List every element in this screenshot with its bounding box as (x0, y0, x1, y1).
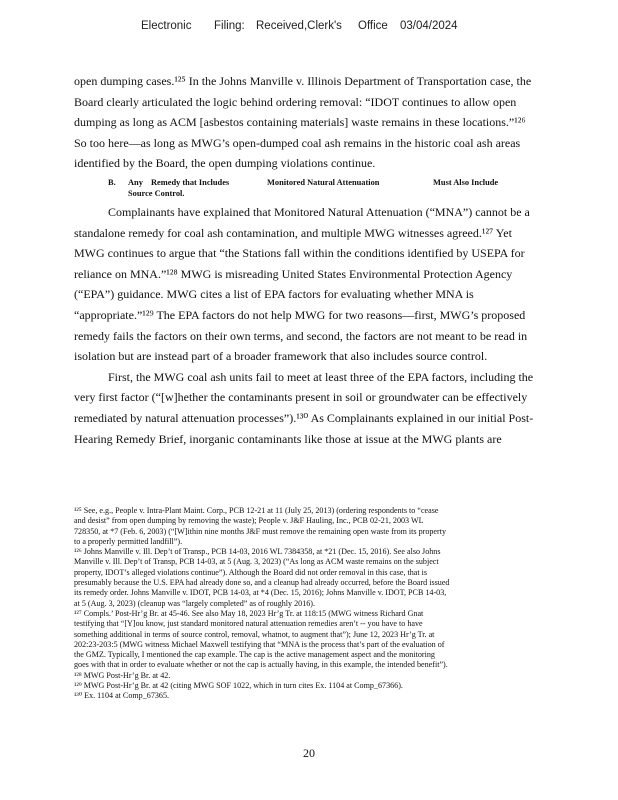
heading-must: Must Also Include (433, 177, 499, 187)
footnote-line: ¹²⁵ See, e.g., People v. Intra-Plant Maint. Corp., PCB 12-21 at 11 (July 25, 2013) (ordering respondents to “cease (74, 506, 439, 515)
footnote-line: ¹²⁹ MWG Post-Hr’g Br. at 42 (citing MWG SOF 1022, which in turn cites Ex. 1104 at Comp_67366). (74, 681, 403, 691)
heading-any: Any (128, 177, 143, 187)
heading-letter: B. (108, 177, 116, 187)
footnote-line: something additional in terms of source control, removal, whatnot, to augment that”); June 12, 2023 Hr’g Tr. at (74, 629, 435, 639)
footnote-line: ¹³⁰ Ex. 1104 at Comp_67365. (74, 691, 170, 701)
body-line: Complainants have explained that Monitored Natural Attenuation (“MNA”) cannot be a (108, 204, 530, 219)
footnote-line: ¹²⁸ MWG Post-Hr’g Br. at 42. (74, 670, 171, 680)
body-line: MWG continues to argue that “the Stations fall within the conditions identified by USEPA for (74, 246, 525, 261)
body-line: (“EPA”) guidance. MWG cites a list of EPA factors for evaluating whether MNA is (74, 287, 474, 302)
body-line: remedy fails the factors on their own terms, and second, the factors are not meant to be read in (74, 328, 528, 343)
footnote-line: testifying that “[Y]ou know, just standard monitored natural attenuation remedies aren’t -- you have to have (74, 619, 423, 629)
footnote-line: the GMZ. Typically, I mentioned the cap example. The cap is the active management aspect and the monitoring (74, 650, 435, 660)
body-line: very first factor (“[w]hether the contaminants present in soil or groundwater can be effectively (74, 390, 528, 405)
body-line: remediated by natural attenuation processes”).¹³⁰ As Complainants explained in our initial Post- (74, 410, 534, 425)
body-line: So too here—as long as MWG’s open-dumped coal ash remains in the historic coal ash areas (74, 135, 521, 150)
body-line: open dumping cases.¹²⁵ In the Johns Manville v. Illinois Department of Transportation case, the (74, 74, 532, 88)
body-text (74, 71, 588, 449)
body-line: reliance on MNA.”¹²⁸ MWG is misreading United States Environmental Protection Agency (74, 266, 513, 281)
footnote-line: goes with that in order to evaluate whether or not the cap is actually having, in this example, the intended benefit”). (74, 660, 448, 670)
header-date: 03/04/2024 (400, 20, 458, 32)
heading-monitored: Monitored Natural Attenuation (267, 177, 380, 187)
header-office: Office (358, 20, 388, 32)
body-line: Hearing Remedy Brief, inorganic contaminants like those at issue at the MWG plants are (74, 431, 502, 446)
heading-remedy: Remedy that Includes (151, 177, 230, 187)
header-received-clerks: Received,Clerk's (256, 20, 342, 32)
footnote-line: presumably because the U.S. EPA had already done so, and a cleanup had already occurred, before the Board issued (74, 578, 450, 588)
footnote-line: 202:23-203:5 (MWG witness Michael Maxwell testifying that “MNA is the process that’s part of the evaluation of (74, 639, 445, 649)
footnote-line: property, IDOT’s alleged violations continue”). Although the Board did not order removal in this case, that is (74, 567, 428, 577)
footnote-line: to a properly permitted landfill”). (74, 536, 183, 546)
footnote-line: 728350, at *7 (Feb. 6, 2003) (“[W]ithin nine months J&F must remove the remaining open waste from its property (74, 526, 447, 536)
header-filing: Filing: (214, 20, 245, 32)
heading-source-control: Source Control. (128, 188, 185, 198)
footnote-line: and desist” from open dumping by removing the waste); People v. J&F Hauling, Inc., PCB 02-21, 2003 WL (74, 516, 424, 526)
footnote-line: ¹²⁷ Compls.’ Post-Hr’g Br. at 45-46. See also May 18, 2023 Hr’g Tr. at 118:15 (MWG witness Richard Gnat (74, 608, 424, 618)
footnote-line: Manville v. Ill. Dep’t of Transp, PCB 14-03, at 5 (Aug. 3, 2023) (“As long as ACM waste remains on the subject (74, 557, 439, 567)
body-line: identified by the Board, the open dumping violations continue. (74, 156, 376, 171)
footnote-line: ¹²⁶ Johns Manville v. Ill. Dep’t of Transp., PCB 14-03, 2016 WL 7384358, at *21 (Dec. 15, 2016). See also Johns (74, 547, 441, 557)
footnote-line: at 5 (Aug. 3, 2023) (cleanup was “largely completed” as of roughly 2016). (74, 598, 316, 608)
page-number: 20 (303, 746, 315, 760)
body-line: “appropriate.”¹²⁹ The EPA factors do not help MWG for two reasons—first, MWG’s proposed (74, 307, 526, 322)
body-line: standalone remedy for coal ash contamination, and multiple MWG witnesses agreed.¹²⁷ Yet (74, 225, 512, 240)
body-line: Board clearly articulated the logic behind ordering removal: “IDOT continues to allow open (74, 94, 517, 109)
body-line: isolation but are instead part of a broader framework that also includes source control. (74, 349, 488, 364)
body-line: dumping as long as ACM [asbestos containing materials] waste remains in these locations.”¹²⁶ (74, 115, 526, 130)
header-electronic: Electronic (141, 20, 192, 32)
footnote-line: its remedy order. Johns Manville v. IDOT, PCB 14-03, at *4 (Dec. 15, 2016); Johns Manville v. IDOT, PCB 14-03, (74, 588, 447, 598)
body-line: First, the MWG coal ash units fail to meet at least three of the EPA factors, including the (108, 369, 534, 384)
section-heading-b (74, 174, 588, 198)
footnotes (74, 506, 588, 702)
